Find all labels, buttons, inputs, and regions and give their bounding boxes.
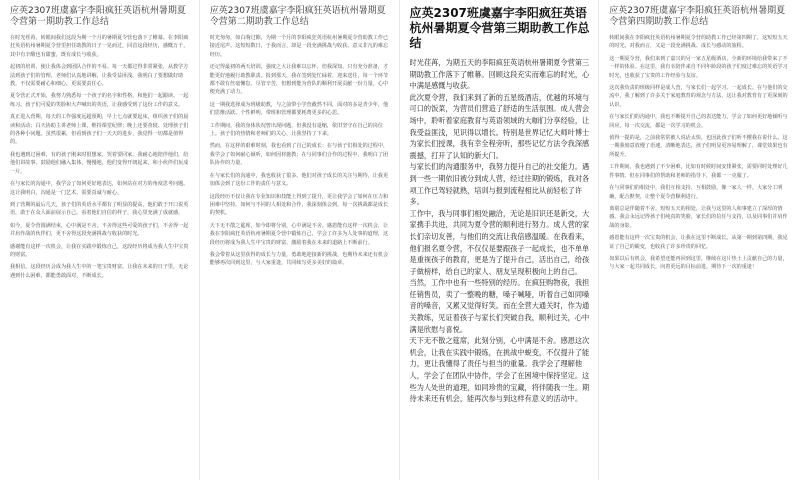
document-page-3	[399, 0, 599, 480]
paragraph: 还记得最初的两天培训，强度之大让我难以忘怀。但我深知，只有充分准备，才能更好地履行助教职责。报到那天，我在签到处忙碌着，迎来送往，每一个环节都不敢有丝毫懈怠。尽管辛苦，但想到能为营队的顺利开展贡献一份力量，心中便充满了动力。	[209, 64, 389, 96]
paragraph: 如今，夏令营圆满结束，心中满是不舍。不舍得这些可爱的孩子们，不舍得一起并肩作战的伙伴们，更不舍得这段充满挑战与收获的时光。	[10, 222, 189, 238]
paragraph: 起初的培训，使让我体会到团队合作的不易。每一天都过得非常紧张，从教学方法到孩子们的管理，老师们认真地讲解，让我受益匪浅。我明白了要想做好助教，不仅需要耐心和细心，更需要责任心。	[10, 64, 189, 88]
page-title: 应英2307班虞嘉宇李阳疯狂英语杭州暑期夏令营第四期助教工作总结	[609, 6, 786, 27]
page-title: 应英2307班虞嘉宇李阳疯狂英语杭州暑期夏令营第二期助教工作总结	[209, 6, 386, 27]
paragraph: 值得一提的是，之前我常常被人说话太快，也因此孩子们听不懂我在说什么。这一期我刻意放慢了语速，清晰地表达，孩子们明显更容易理解了，课堂效果也有所提升。	[609, 135, 788, 158]
paragraph: 天下无不散之筵席，如今即将分别，心中满是不舍。感恩能有这样一次机会，让我在李阳疯狂英语杭州暑期夏令营中锻炼自己，学会了许多为人处事的道理，这段经历将成为我人生中宝贵的财富，激励着我在未来的道路上不断前行。	[209, 222, 389, 246]
paragraph: 夏令营正式开始，我努力熟悉每一个孩子的名字和性格，和他们一起跟读、一起练习。孩子们可爱的笑脸和大声喊出的英语，让我感受到了这份工作的意义。	[10, 93, 189, 108]
paragraph: 然而，在这样的艰难时刻，我也看到了自己的成长：在与孩子们相处的过程中，我学会了如何耐心倾听，如何因材施教；在与同事们合作的过程中，我明白了团队协作的力量。	[209, 143, 389, 167]
page-title: 应英2307班虞嘉宇李阳疯狂英语杭州暑期夏令营第一期助教工作总结	[10, 6, 186, 27]
paragraph: 转眼间我在李阳疯狂英语杭州暑期夏令营的助教工作已经第四期了，这短短五天的时光，对我而言，又是一段充满挑战、成长与感动的旅程。	[609, 35, 788, 50]
paragraph: 离别总是伴随着不舍。短短五天的相处，让我与这里的人和事建立了深厚的情感。我会永远记得孩子们纯真的笑脸，家长们的信任与支持，以及同事们并肩作战的身影。	[609, 205, 788, 229]
paragraph: 我也遇到过困难，有的孩子刚来时很想家，哭着要回家。我耐心地陪伴他们，给他们讲故事，鼓励他们融入集体，慢慢地，他们变得开朗起来，和小伙伴们玩成一片。	[10, 151, 189, 175]
paragraph: 工作中，我与同事们相处融洽，无论是旧识还是新交，大家携手共进，共同为夏令营的顺利进行努力。成人营的家长们亲切友善，与他们的交流让我倍感温暖。在我看来，他们报名夏令营，不仅仅是要跟孩子一起成长，也不单单是重视孩子的教育，更是为了提升自己，活出自己，给孩子做榜样，给自己的家人、朋友呈现积极向上的自己。	[409, 208, 590, 276]
paragraph: 天下无不散之筵席，此刻分别，心中满是不舍。感恩这次机会，让我在实践中锻炼，在挑战中蜕变，不仅提升了能力，更让我懂得了责任与担当的重量。我学会了理解他人，学会了在团队中协作，学会了在困境中保持坚定。这些为人处世的道理，如同珍贵的宝藏，将伴随我一生。期待未来还有机会，能再次参与到这样有意义的活动中。	[409, 336, 590, 404]
paragraph: 这一期夏令营，我们来到了嘉兴的另一家五星级酒店，全新的环境给我带来了不一样的体验。在这里，我有幸陪伴来自不同年龄段的孩子们度过难忘的英语学习时光，也收获了宝贵的工作经验与友谊。	[609, 55, 788, 79]
paragraph: 感恩能有这样一次宝贵的机会，让我在这里不断成长。从第一期到第四期，我见证了自己的蜕变，也收获了许多珍贵的回忆。	[609, 235, 788, 250]
paragraph: 在与同事们的相处中，我们互相支持、互相鼓励，像一家人一样。大家分工明确，配合默契，让整个夏令营顺利进行。	[609, 185, 783, 200]
paragraph: 如果以后有机会，我希望还能再回到这里，继续在这片热土上贡献自己的力量，与大家一起共同成长，向着更远的目标前进。期待下一次的重逢！	[609, 255, 788, 271]
page-title: 应英2307班虞嘉宇李阳疯狂英语杭州暑期夏令营第三期助教工作总结	[409, 6, 590, 50]
paragraph: 工作期间，我的身体状况曾出现问题，但我没有退缩，依旧坚守在自己的岗位上。孩子们的热情和老师们的关心，让我坚持了下来。	[209, 122, 383, 138]
paragraph: 在时光荏苒，转眼间我们这段为期一个月的暑期夏令营也落下了帷幕。在李阳疯狂英语杭州暑期夏令营里担任助教的日子一晃而过，回首这段经历，感慨万千，其中有辛酸也有甜蜜，既有成长与收获。	[10, 35, 189, 58]
paragraph: 这段经历不仅让我在专业知识和技能上得到了提升，更让我学会了如何在压力和困难中坚持。如何与不同的人相处和合作，我深刻体会到，每一次挑战都是成长的契机。	[209, 193, 389, 217]
paragraph: 到了营期的最后几天，孩子们的英语水平都有了明显的提高，他们敢于开口说英语，敢于在众人面前展示自己。看着他们自信的样子，我心里充满了成就感。	[10, 201, 189, 217]
paragraph: 在与家长们的沟通中，我也收获了很多。他们对孩子成长的关注与期待，让我更加体会到了这份工作的责任与意义。	[209, 172, 389, 188]
document-page-2	[199, 0, 399, 480]
document-page-1	[0, 0, 199, 480]
paragraph: 当然，工作中也有一些特别的经历。在疯狂购物夜，我担任销售员，卖了一整晚的糖，嗓子喊哑，听着自己如同嗓音的嗓音，又累又觉得好笑。而在全营大通关时，作为通关教练，见证着孩子与家长们突破自我，顺利过关，心中满是欣慰与喜悦。	[409, 278, 590, 334]
document-page-4	[598, 0, 798, 480]
paragraph: 这次我负责的班级同样是成人营，与家长们一起学习、一起成长。在与他们的交流中，我了解到了许多关于家庭教育的观念与方法，这让我对教育有了更深刻的认识。	[609, 85, 788, 108]
paragraph: 时光荏苒，为期五天的李阳疯狂英语杭州暑期夏令营第三期助教工作落下了帷幕。回顾这段充实而难忘的时光，心中满是感慨与收获。	[409, 58, 590, 91]
paragraph: 工作期间，我也遇到了不少困难，比如有时候时间安排紧张，需要同时处理好几件事情。但在同事们的帮助和老师的指导下，我都一一克服了。	[609, 164, 788, 179]
paragraph: 在与家长的沟通中，我学会了如何更好地表达，如何站在对方的角度思考问题。这让我明白，沟通是一门艺术，需要真诚与耐心。	[10, 181, 189, 196]
paragraph: 时光匆匆，如白驹过隙，为期一个月的李阳疯狂英语杭州暑期夏令营助教工作已接近尾声。这短短数日，于我而言，却是一段充满挑战与收获、意义非凡的难忘经历。	[209, 35, 389, 58]
paragraph: 我相信，这段经历会成为我人生中的一笔宝贵财富，让我在未来的日子里，无论遇到什么困难，都能勇敢面对，不断成长。	[10, 264, 189, 279]
paragraph: 此次夏令营，我们来到了新的五星级酒店，优越的环境与可口的饭菜，为营员们营造了舒适的生活氛围。成人营会场中，聆听着家庭教育与英语领域的大咖们分享经验，让我受益匪浅，见识得以增长。特别是世界记忆大师叶博士为家长们授课，我有幸全程旁听，那些记忆方法令我深感震撼，打开了认知的新大门。	[409, 92, 590, 160]
paragraph: 感谢能有这样一次机会，让我在实践中锻炼自己，这段经历将成为我人生中宝贵的财富。	[10, 243, 189, 258]
paragraph: 我会带着从这里获得的成长与力量，勇敢地迎接新的挑战，也期待未来还有机会能够再次回到这里，与大家重逢，共同续写更多美好的篇章。	[209, 251, 389, 267]
paragraph: 与家长们的沟通服务中，我努力提升自己的社交能力。遇到一些一期依旧被分到成人营，经过往期的锻炼，我对各项工作已驾轻就熟，培训与报到流程相比从前轻松了许多。	[409, 162, 590, 207]
paragraph: 真正进入营期，每天的工作强度远超预期，早上七点就要起床，组织孩子们的晨读和活动；白天协助主讲老师上课，维持课堂纪律；晚上还要查寝、处理孩子们的各种小问题。虽然很累，但看到孩子们一天天的进步，我觉得一切都是值得的。	[10, 114, 189, 146]
paragraph: 这一期我选择成为班级助教，与之前带小学营截然不同，面对的多是青少年，他们思维活跃、个性鲜明，带班和管理都要耗费更多的心思。	[209, 101, 389, 117]
paragraph: 在与家长们的沟通中，我也不断提升自己的表达能力，学会了如何更好地倾听与回应。每一次交流，都是一次学习的机会。	[609, 114, 788, 129]
